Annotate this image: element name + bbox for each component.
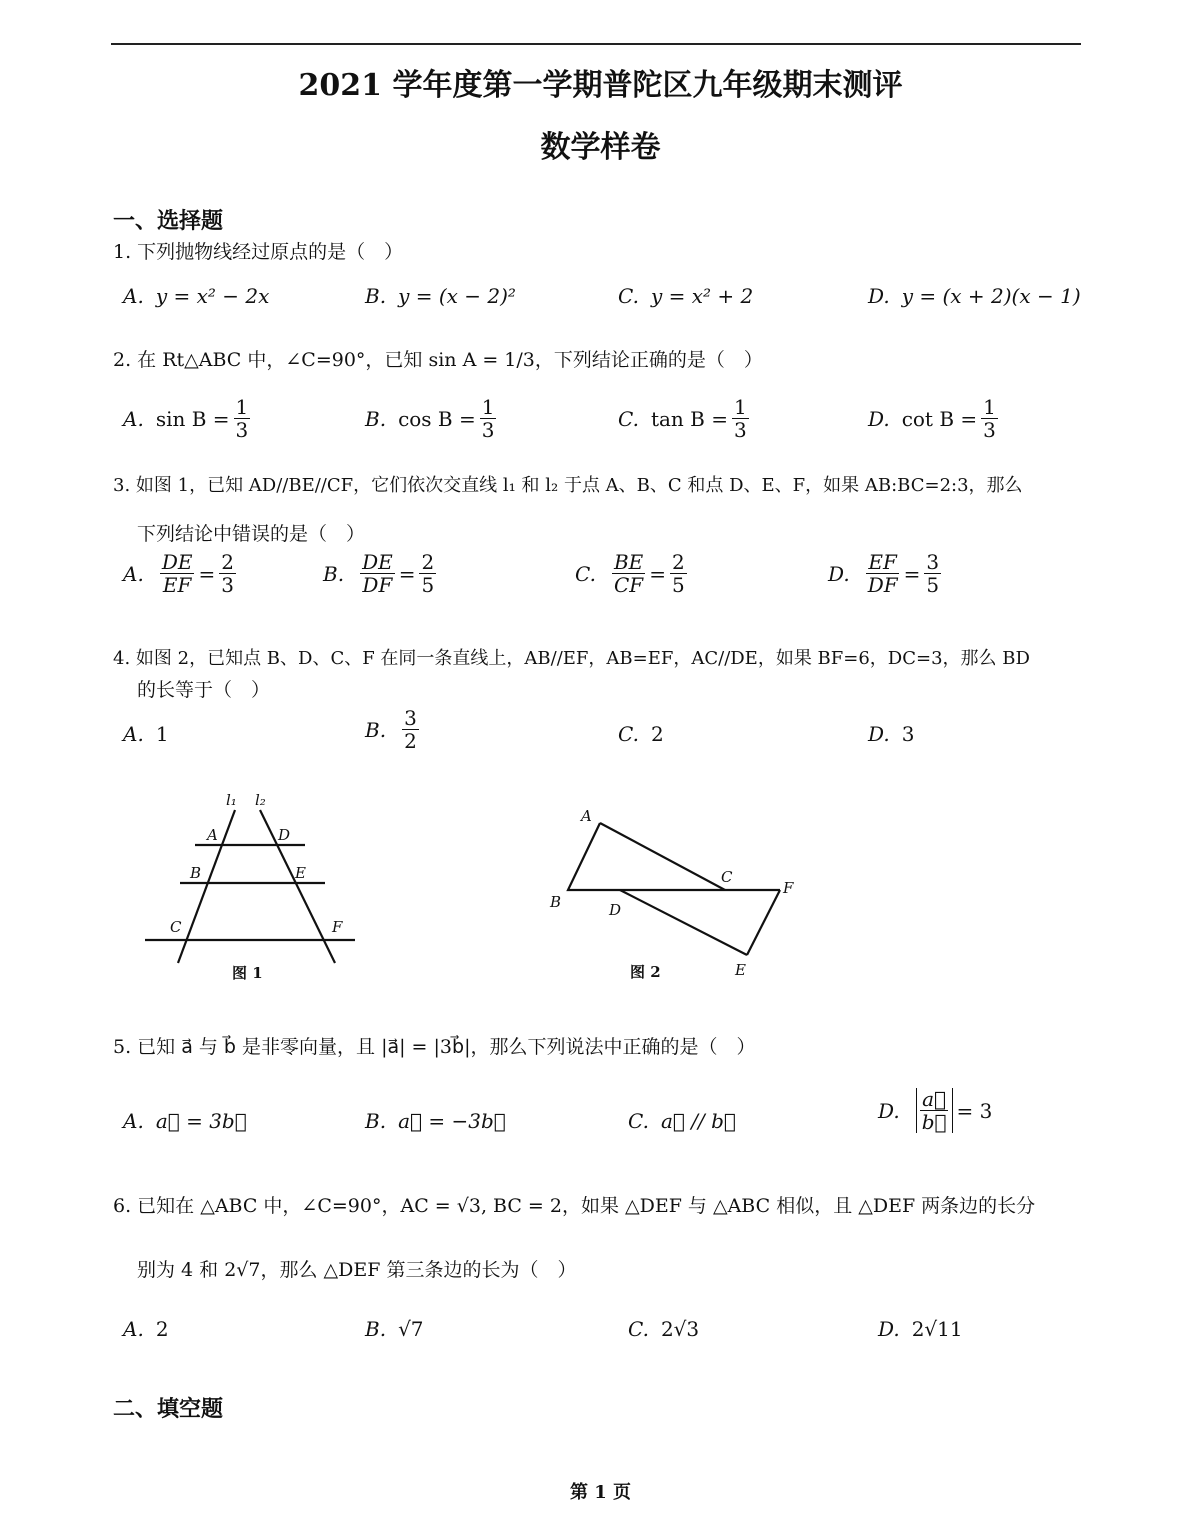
q3-option-c: C. $\frac{BE}{CF}$ = $\frac{2}{5}$ <box>575 550 685 597</box>
header-rule <box>111 43 1081 45</box>
fig2-label-e: E <box>735 961 746 979</box>
q6-option-b: B. √7 <box>365 1317 424 1341</box>
fig1-caption: 图 1 <box>232 964 263 982</box>
q6-option-d: D. 2√11 <box>878 1317 963 1341</box>
fig1-label-l1: l₁ <box>226 791 237 809</box>
q2-option-b: B. cos B = $\frac{1}{3}$ <box>365 395 495 442</box>
question-5-stem: 5. 已知 a⃗ 与 b⃗ 是非零向量，且 |a⃗| = |3b⃗|，那么下列说法中正确的是（ ） <box>113 1036 756 1058</box>
q5-option-a: A. a⃗ = 3b⃗ <box>123 1109 247 1133</box>
q5-option-b: B. a⃗ = −3b⃗ <box>365 1109 506 1133</box>
fig1-label-d: D <box>278 826 291 844</box>
exam-title: 2021 学年度第一学期普陀区九年级期末测评 <box>298 68 903 103</box>
fig1-label-b: B <box>190 864 202 882</box>
q2-option-a: A. sin B = $\frac{1}{3}$ <box>123 395 249 442</box>
q2-option-c: C. tan B = $\frac{1}{3}$ <box>618 395 747 442</box>
q4-option-c: C. 2 <box>618 722 664 746</box>
fig2-label-a: A <box>581 807 592 825</box>
q3-option-d: D. $\frac{EF}{DF}$ = $\frac{3}{5}$ <box>828 550 940 597</box>
question-3-stem-line2: 下列结论中错误的是（ ） <box>137 523 366 545</box>
exam-subtitle: 数学样卷 <box>540 130 661 165</box>
question-2-stem: 2. 在 Rt△ABC 中，∠C=90°，已知 sin A = 1/3，下列结论正确的是（ ） <box>113 349 763 371</box>
q5-option-d: D. $\frac{a⃗}{b⃗}$ = 3 <box>878 1087 993 1134</box>
question-6-stem-line1: 6. 已知在 △ABC 中，∠C=90°，AC = √3, BC = 2，如果 △DEF 与 △ABC 相似，且 △DEF 两条边的长分 <box>113 1195 1036 1217</box>
question-3-stem-line1: 3. 如图 1，已知 AD//BE//CF，它们依次交直线 l₁ 和 l₂ 于点 A、B、C 和点 D、E、F，如果 AB:BC=2:3，那么 <box>113 475 1023 496</box>
question-4-stem-line2: 的长等于（ ） <box>137 679 271 701</box>
q1-option-a: A. y = x² − 2x <box>123 284 270 308</box>
question-6-stem-line2: 别为 4 和 2√7，那么 △DEF 第三条边的长为（ ） <box>137 1259 577 1281</box>
fig1-label-a: A <box>207 826 218 844</box>
q6-option-c: C. 2√3 <box>628 1317 700 1341</box>
fig1-label-f: F <box>332 918 343 936</box>
q5-option-c: C. a⃗ // b⃗ <box>628 1109 736 1133</box>
fig2-label-d: D <box>609 901 622 919</box>
fig2-label-b: B <box>550 893 562 911</box>
q1-option-c: C. y = x² + 2 <box>618 284 754 308</box>
q6-option-a: A. 2 <box>123 1317 169 1341</box>
q3-option-a: A. $\frac{DE}{EF}$ = $\frac{2}{3}$ <box>123 550 234 597</box>
q1-option-b: B. y = (x − 2)² <box>365 284 516 308</box>
figures <box>140 775 830 1000</box>
q4-option-d: D. 3 <box>868 722 915 746</box>
figure-1 <box>145 810 355 963</box>
q4-option-b: B. $\frac{3}{2}$ <box>365 706 417 753</box>
fig1-label-e: E <box>295 864 306 882</box>
q3-option-b: B. $\frac{DE}{DF}$ = $\frac{2}{5}$ <box>323 550 435 597</box>
page-number: 第 1 页 <box>569 1482 632 1503</box>
section-heading-choice: 一、选择题 <box>113 208 224 234</box>
fig2-caption: 图 2 <box>630 963 661 981</box>
figure-2 <box>568 823 780 955</box>
fig2-label-f: F <box>783 879 794 897</box>
question-4-stem-line1: 4. 如图 2，已知点 B、D、C、F 在同一条直线上，AB//EF，AB=EF，AC//DE，如果 BF=6，DC=3，那么 BD <box>113 648 1030 669</box>
fig2-label-c: C <box>721 868 733 886</box>
q2-option-d: D. cot B = $\frac{1}{3}$ <box>868 395 996 442</box>
question-1-stem: 1. 下列抛物线经过原点的是（ ） <box>113 241 404 263</box>
section-heading-fill: 二、填空题 <box>113 1396 224 1422</box>
fig1-label-c: C <box>170 918 182 936</box>
q4-option-a: A. 1 <box>123 722 169 746</box>
fig1-label-l2: l₂ <box>255 791 266 809</box>
q1-option-d: D. y = (x + 2)(x − 1) <box>868 284 1081 308</box>
